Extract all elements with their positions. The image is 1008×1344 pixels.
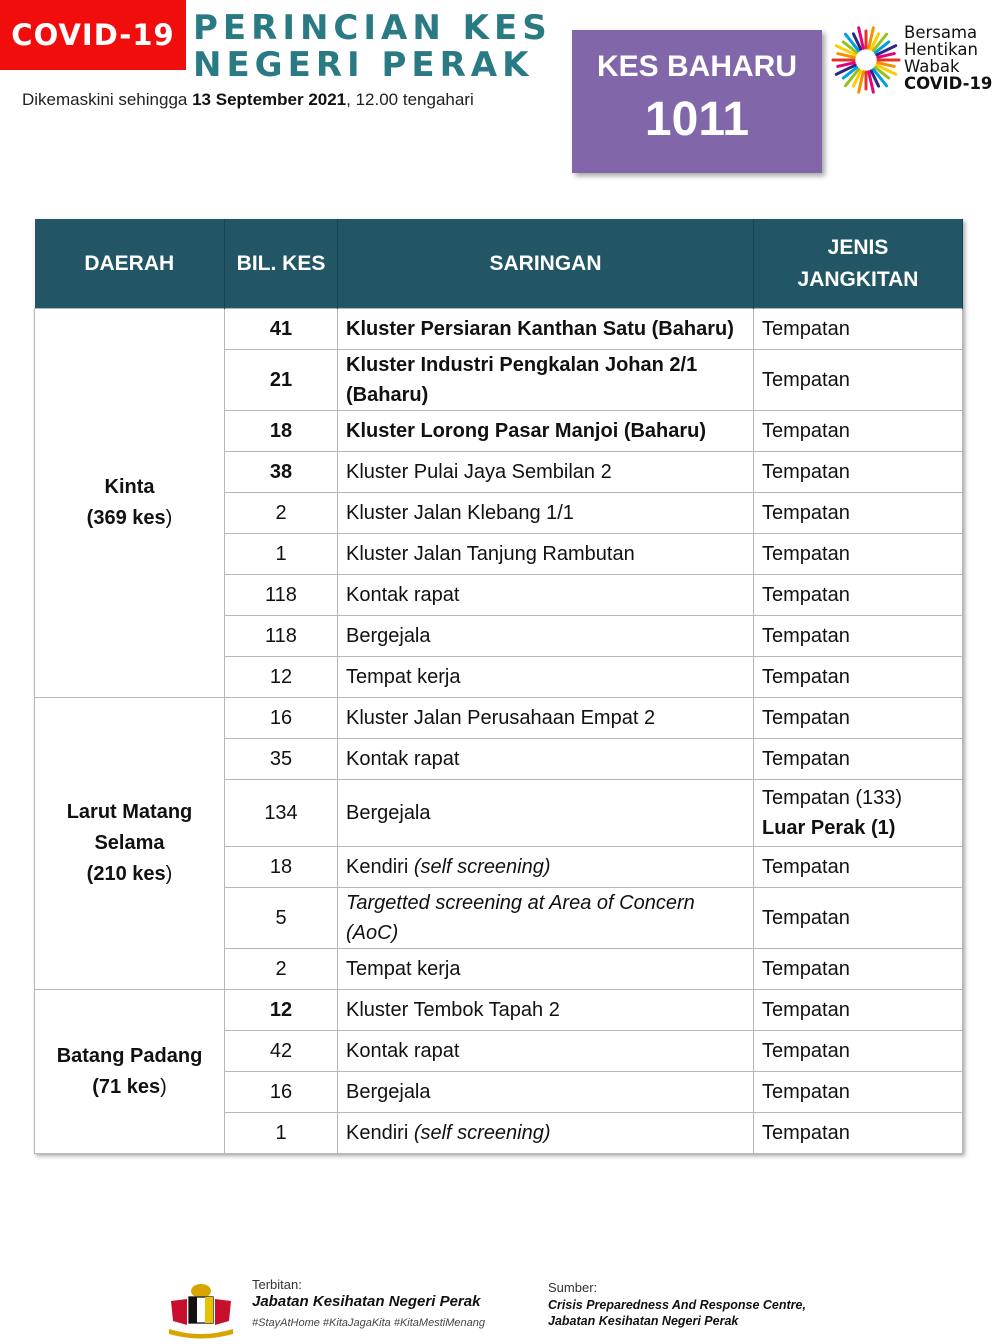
table-row [35,990,963,1031]
district-batang-padang [35,990,225,1154]
screening-type: Kluster Industri Pengkalan Johan 2/1 (Baharu) [338,350,754,411]
district-total-close: ) [165,863,173,885]
case-count: 41 [225,309,338,350]
screening-type: Kluster Persiaran Kanthan Satu (Baharu) [338,309,754,350]
case-count: 2 [225,493,338,534]
district-name: Kinta [104,476,155,498]
infection-type: Tempatan [754,847,963,888]
screening-type-note: (self screening) [413,1122,551,1144]
screening-type: Kluster Jalan Klebang 1/1 [338,493,754,534]
table-row [35,698,963,739]
screening-type: Kluster Jalan Perusahaan Empat 2 [338,698,754,739]
case-count: 118 [225,575,338,616]
district-name-line-2: Selama [94,832,165,854]
infection-type: Tempatan [754,990,963,1031]
infection-type: Tempatan [754,1031,963,1072]
district-name-line-1: Larut Matang [66,801,193,823]
district-total-open: ( [92,1075,99,1098]
infection-type-local: Tempatan (133) [762,787,903,809]
case-count: 16 [225,1072,338,1113]
infection-type: Tempatan [754,616,963,657]
district-total: 71 kes [98,1075,161,1098]
case-count: 5 [225,888,338,949]
publisher-label: Terbitan: [252,1277,302,1292]
case-count: 2 [225,949,338,990]
screening-type-main: Kendiri [346,1122,414,1144]
new-cases-value: 1011 [644,93,750,146]
screening-type: Targetted screening at Area of Concern (AoC) [338,888,754,949]
district-total-close: ) [160,1075,167,1098]
case-count: 118 [225,616,338,657]
infection-type: Tempatan [754,1113,963,1154]
logo-line-2: Hentikan [904,40,978,59]
screening-type: Kluster Pulai Jaya Sembilan 2 [338,452,754,493]
publisher-name: Jabatan Kesihatan Negeri Perak [252,1293,481,1310]
title-line-2: NEGERI PERAK [193,45,534,85]
screening-type: Kontak rapat [338,1031,754,1072]
infection-type: Tempatan [754,309,963,350]
infection-type: Tempatan [754,888,963,949]
screening-type [338,1113,754,1154]
table-row [35,309,963,350]
district-total-open: ( [86,863,94,885]
update-date: 13 September 2021 [192,90,347,109]
logo-line-4: COVID-19 [904,74,993,93]
screening-type: Bergejala [338,616,754,657]
district-name: Batang Padang [56,1044,203,1067]
screening-type: Bergejala [338,1072,754,1113]
header-jenis-line-2: JANGKITAN [797,267,919,291]
cases-table [34,219,963,1154]
case-count: 134 [225,780,338,847]
infection-type: Tempatan [754,575,963,616]
source-line-1: Crisis Preparedness And Response Centre, [548,1298,806,1312]
screening-type: Tempat kerja [338,657,754,698]
infection-type: Tempatan [754,534,963,575]
screening-type: Kluster Lorong Pasar Manjoi (Baharu) [338,411,754,452]
case-count: 1 [225,1113,338,1154]
screening-type: Bergejala [338,780,754,847]
screening-type: Kontak rapat [338,739,754,780]
case-count: 18 [225,411,338,452]
header-jenis-line-1: JENIS [827,235,889,259]
infection-type: Tempatan [754,1072,963,1113]
case-count: 1 [225,534,338,575]
district-total-open: ( [86,507,94,529]
infection-type: Tempatan [754,739,963,780]
infection-type: Tempatan [754,698,963,739]
case-count: 21 [225,350,338,411]
infection-type-outside: Luar Perak (1) [762,817,896,839]
campaign-logo-text [904,24,992,92]
table-header-row [35,219,963,309]
infection-type: Tempatan [754,411,963,452]
case-count: 16 [225,698,338,739]
header-saringan: SARINGAN [338,219,754,309]
header-bil-kes: BIL. KES [225,219,338,309]
logo-line-3: Wabak [904,57,960,76]
infection-type [754,780,963,847]
screening-type: Kontak rapat [338,575,754,616]
infection-type: Tempatan [754,493,963,534]
hashtags: #StayAtHome #KitaJagaKita #KitaMestiMenang [252,1317,485,1329]
title-line-1: PERINCIAN KES [193,8,552,48]
infection-type: Tempatan [754,657,963,698]
case-count: 35 [225,739,338,780]
screening-type: Tempat kerja [338,949,754,990]
update-prefix: Dikemaskini sehingga [22,90,193,109]
case-count: 12 [225,990,338,1031]
footer [0,1275,1008,1344]
screening-type: Kluster Tembok Tapah 2 [338,990,754,1031]
case-count: 12 [225,657,338,698]
covid-badge: COVID-19 [0,0,186,70]
screening-type: Kluster Jalan Tanjung Rambutan [338,534,754,575]
case-count: 18 [225,847,338,888]
case-count: 42 [225,1031,338,1072]
source-label: Sumber: [548,1280,598,1295]
district-total: 369 kes [93,507,166,529]
state-crest-icon [163,1281,239,1339]
new-cases-label: KES BAHARU [596,50,797,83]
logo-line-1: Bersama [904,23,978,42]
district-total-close: ) [165,507,173,529]
page-title [193,10,552,84]
sunburst-logo-icon [830,22,902,98]
update-time: , 12.00 tengahari [346,90,474,109]
district-kinta [35,309,225,698]
infection-type: Tempatan [754,350,963,411]
update-timestamp [22,90,474,110]
source-line-2: Jabatan Kesihatan Negeri Perak [548,1314,739,1328]
header-jenis [754,219,963,309]
header-daerah: DAERAH [35,219,225,309]
district-total: 210 kes [93,863,166,885]
screening-type [338,847,754,888]
campaign-logo [830,22,1000,98]
infection-type: Tempatan [754,949,963,990]
new-cases-box [572,30,822,173]
screening-type-main: Kendiri [346,856,414,878]
district-larut-matang-selama [35,698,225,990]
screening-type-note: (self screening) [413,856,551,878]
case-count: 38 [225,452,338,493]
infection-type: Tempatan [754,452,963,493]
